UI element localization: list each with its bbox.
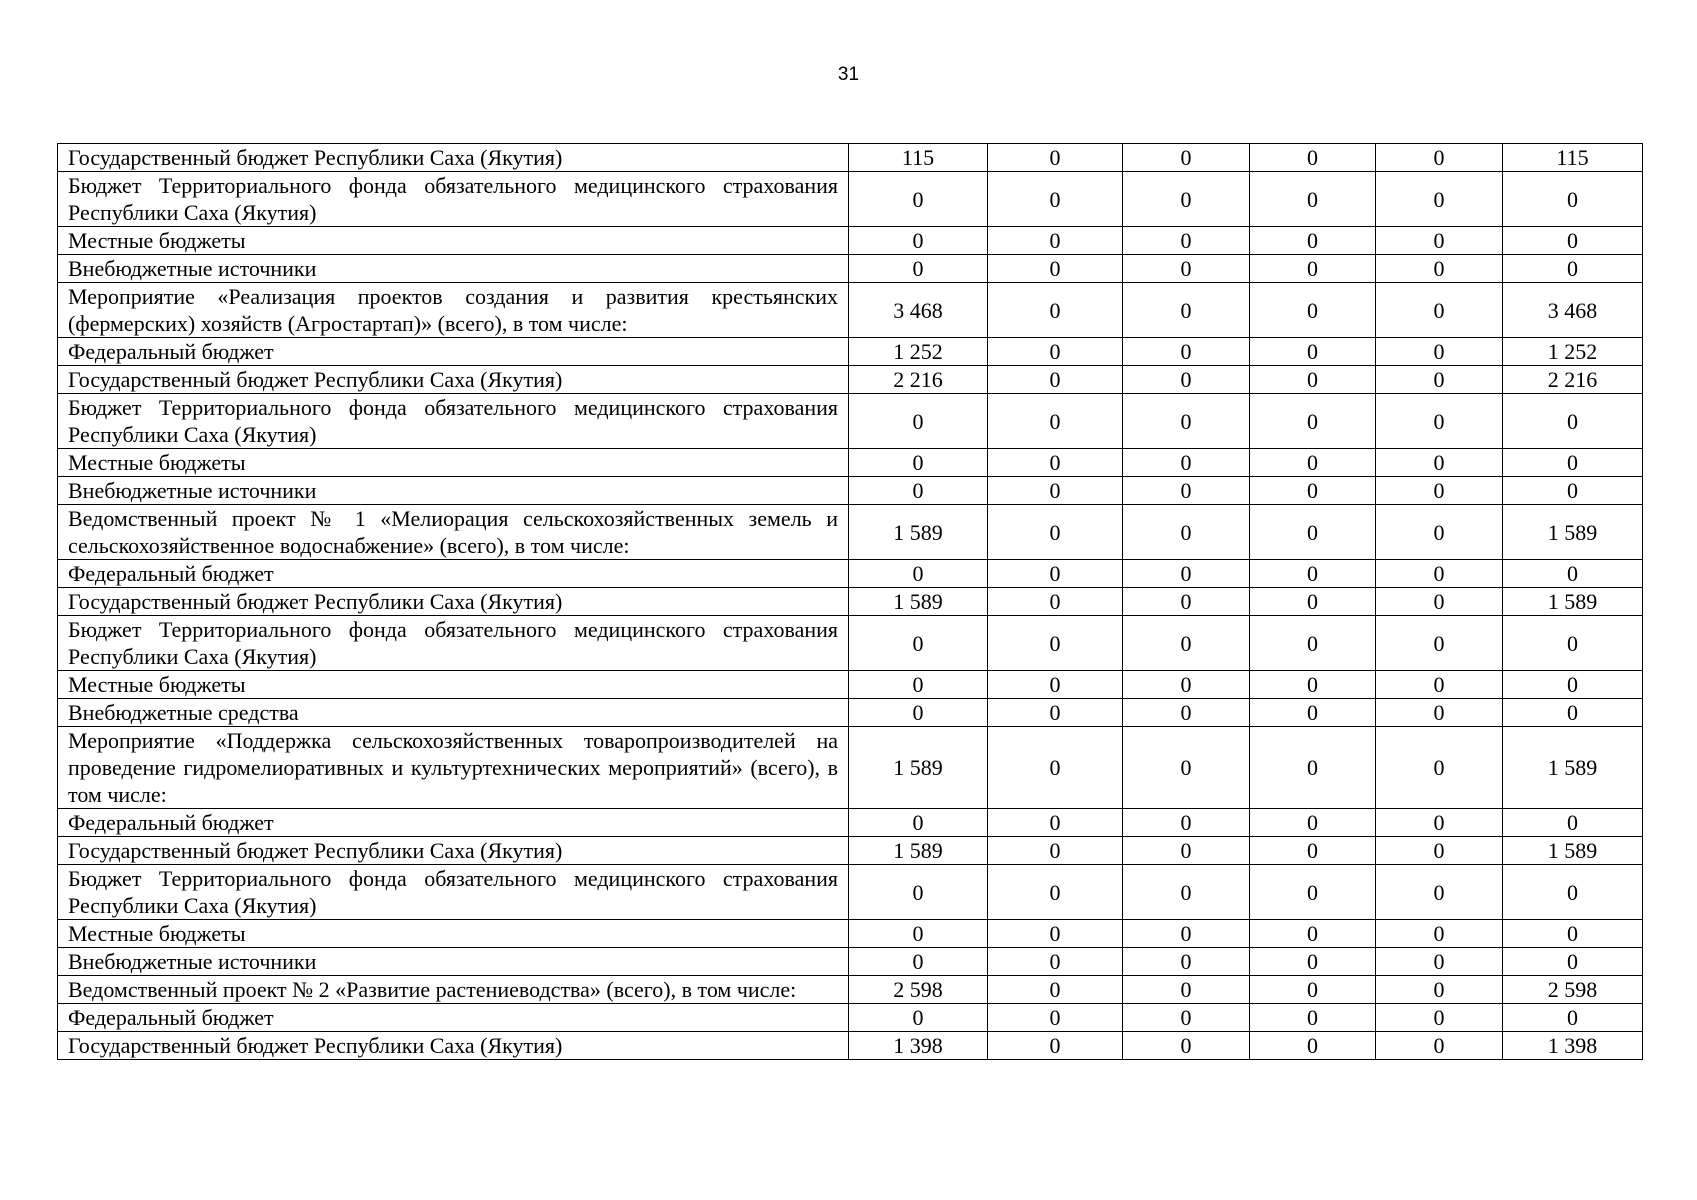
table-row [58,727,1643,809]
row-value-6: 0 [1503,255,1643,283]
row-value-6: 0 [1503,920,1643,948]
row-value-6: 1 589 [1503,588,1643,616]
row-label: Внебюджетные источники [58,948,849,976]
row-value-5: 0 [1376,283,1503,338]
table-row [58,505,1643,560]
table-row [58,366,1643,394]
row-value-4: 0 [1250,809,1376,837]
table-row [58,144,1643,172]
row-value-6: 1 589 [1503,837,1643,865]
row-value-4: 0 [1250,1032,1376,1060]
row-value-2: 0 [988,283,1123,338]
row-label: Местные бюджеты [58,227,849,255]
row-value-4: 0 [1250,255,1376,283]
row-value-5: 0 [1376,588,1503,616]
row-value-6: 0 [1503,477,1643,505]
row-label: Внебюджетные источники [58,477,849,505]
row-value-6: 115 [1503,144,1643,172]
row-value-2: 0 [988,699,1123,727]
row-value-4: 0 [1250,144,1376,172]
table-row [58,837,1643,865]
row-value-5: 0 [1376,920,1503,948]
row-value-6: 3 468 [1503,283,1643,338]
table-row [58,1004,1643,1032]
row-value-6: 1 589 [1503,727,1643,809]
row-label: Федеральный бюджет [58,560,849,588]
row-value-5: 0 [1376,505,1503,560]
row-value-3: 0 [1123,1004,1250,1032]
row-value-2: 0 [988,1032,1123,1060]
row-value-2: 0 [988,255,1123,283]
row-value-3: 0 [1123,1032,1250,1060]
row-value-1: 0 [849,865,988,920]
row-value-3: 0 [1123,449,1250,477]
row-value-2: 0 [988,727,1123,809]
table-row [58,616,1643,671]
row-value-4: 0 [1250,283,1376,338]
row-value-2: 0 [988,449,1123,477]
row-value-5: 0 [1376,727,1503,809]
row-value-2: 0 [988,920,1123,948]
row-value-3: 0 [1123,948,1250,976]
table-row [58,477,1643,505]
row-value-5: 0 [1376,449,1503,477]
row-label: Местные бюджеты [58,920,849,948]
row-value-6: 0 [1503,172,1643,227]
row-value-4: 0 [1250,948,1376,976]
row-label: Федеральный бюджет [58,338,849,366]
row-value-3: 0 [1123,837,1250,865]
table-row [58,560,1643,588]
row-value-6: 0 [1503,699,1643,727]
row-value-1: 0 [849,477,988,505]
row-value-4: 0 [1250,338,1376,366]
row-value-6: 0 [1503,394,1643,449]
table-row [58,449,1643,477]
row-value-3: 0 [1123,394,1250,449]
row-label: Местные бюджеты [58,449,849,477]
row-label: Бюджет Территориального фонда обязательного медицинского страхования Республики Саха (Якутия) [58,172,849,227]
row-value-5: 0 [1376,1004,1503,1032]
row-value-2: 0 [988,394,1123,449]
row-label: Мероприятие «Поддержка сельскохозяйственных товаропроизводителей на проведение гидромелиоративных и культуртехнических мероприятий» (всего), в том числе: [58,727,849,809]
row-value-5: 0 [1376,255,1503,283]
row-label: Государственный бюджет Республики Саха (Якутия) [58,144,849,172]
row-value-6: 1 589 [1503,505,1643,560]
table-row [58,865,1643,920]
row-value-1: 1 589 [849,837,988,865]
row-value-5: 0 [1376,227,1503,255]
row-value-4: 0 [1250,671,1376,699]
row-label: Федеральный бюджет [58,809,849,837]
table-row [58,1032,1643,1060]
row-label: Бюджет Территориального фонда обязательного медицинского страхования Республики Саха (Якутия) [58,394,849,449]
row-value-1: 0 [849,449,988,477]
row-value-2: 0 [988,809,1123,837]
row-value-3: 0 [1123,227,1250,255]
row-value-6: 2 598 [1503,976,1643,1004]
row-value-4: 0 [1250,394,1376,449]
row-label: Федеральный бюджет [58,1004,849,1032]
row-value-4: 0 [1250,366,1376,394]
row-value-2: 0 [988,560,1123,588]
row-value-2: 0 [988,338,1123,366]
row-value-3: 0 [1123,727,1250,809]
table-row [58,255,1643,283]
row-value-1: 0 [849,809,988,837]
row-value-1: 115 [849,144,988,172]
row-value-3: 0 [1123,699,1250,727]
table-row [58,920,1643,948]
table-row [58,172,1643,227]
row-value-3: 0 [1123,366,1250,394]
budget-table-body [58,144,1643,1060]
row-value-3: 0 [1123,865,1250,920]
row-value-1: 1 398 [849,1032,988,1060]
row-value-5: 0 [1376,172,1503,227]
row-value-4: 0 [1250,837,1376,865]
row-value-4: 0 [1250,865,1376,920]
table-row [58,699,1643,727]
table-row [58,283,1643,338]
row-label: Мероприятие «Реализация проектов создания и развития крестьянских (фермерских) хозяйств (Агростартап)» (всего), в том числе: [58,283,849,338]
row-value-4: 0 [1250,699,1376,727]
row-value-5: 0 [1376,366,1503,394]
row-value-1: 2 216 [849,366,988,394]
row-value-1: 0 [849,699,988,727]
row-value-1: 1 589 [849,727,988,809]
row-value-5: 0 [1376,616,1503,671]
row-value-2: 0 [988,616,1123,671]
row-value-5: 0 [1376,809,1503,837]
row-value-5: 0 [1376,948,1503,976]
row-value-5: 0 [1376,394,1503,449]
row-label: Внебюджетные источники [58,255,849,283]
row-value-5: 0 [1376,144,1503,172]
row-value-2: 0 [988,505,1123,560]
row-value-6: 0 [1503,227,1643,255]
row-value-1: 1 252 [849,338,988,366]
row-label: Внебюджетные средства [58,699,849,727]
page-number: 31 [837,64,860,85]
row-value-6: 0 [1503,809,1643,837]
row-label: Бюджет Территориального фонда обязательного медицинского страхования Республики Саха (Якутия) [58,616,849,671]
row-label: Ведомственный проект № 1 «Мелиорация сельскохозяйственных земель и сельскохозяйственное водоснабжение» (всего), в том числе: [58,505,849,560]
row-value-5: 0 [1376,477,1503,505]
row-value-5: 0 [1376,699,1503,727]
row-label: Государственный бюджет Республики Саха (Якутия) [58,588,849,616]
row-value-3: 0 [1123,671,1250,699]
row-value-2: 0 [988,172,1123,227]
row-value-1: 1 589 [849,505,988,560]
row-value-3: 0 [1123,144,1250,172]
row-value-4: 0 [1250,616,1376,671]
row-label: Государственный бюджет Республики Саха (Якутия) [58,837,849,865]
row-value-2: 0 [988,588,1123,616]
table-row [58,809,1643,837]
table-row [58,394,1643,449]
row-value-6: 1 398 [1503,1032,1643,1060]
row-value-2: 0 [988,144,1123,172]
row-label: Местные бюджеты [58,671,849,699]
row-value-2: 0 [988,227,1123,255]
row-value-4: 0 [1250,1004,1376,1032]
row-value-2: 0 [988,837,1123,865]
row-value-4: 0 [1250,505,1376,560]
row-value-3: 0 [1123,560,1250,588]
row-value-3: 0 [1123,505,1250,560]
row-value-3: 0 [1123,976,1250,1004]
budget-table [57,143,1643,1060]
row-value-2: 0 [988,976,1123,1004]
row-label: Государственный бюджет Республики Саха (Якутия) [58,366,849,394]
table-row [58,948,1643,976]
row-value-3: 0 [1123,172,1250,227]
row-value-1: 3 468 [849,283,988,338]
row-value-3: 0 [1123,283,1250,338]
row-value-4: 0 [1250,449,1376,477]
row-value-3: 0 [1123,255,1250,283]
row-value-1: 0 [849,172,988,227]
row-value-4: 0 [1250,227,1376,255]
row-value-1: 0 [849,227,988,255]
row-value-4: 0 [1250,588,1376,616]
row-value-5: 0 [1376,837,1503,865]
row-value-6: 0 [1503,560,1643,588]
row-value-6: 2 216 [1503,366,1643,394]
row-value-1: 0 [849,920,988,948]
row-value-6: 0 [1503,865,1643,920]
row-value-2: 0 [988,865,1123,920]
row-value-6: 0 [1503,449,1643,477]
row-value-1: 0 [849,394,988,449]
row-value-4: 0 [1250,560,1376,588]
row-value-6: 1 252 [1503,338,1643,366]
row-value-6: 0 [1503,1004,1643,1032]
row-value-5: 0 [1376,1032,1503,1060]
row-value-2: 0 [988,366,1123,394]
row-label: Ведомственный проект № 2 «Развитие растениеводства» (всего), в том числе: [58,976,849,1004]
table-row [58,338,1643,366]
row-value-1: 0 [849,671,988,699]
row-value-4: 0 [1250,920,1376,948]
row-value-2: 0 [988,1004,1123,1032]
row-label: Бюджет Территориального фонда обязательного медицинского страхования Республики Саха (Якутия) [58,865,849,920]
row-value-5: 0 [1376,976,1503,1004]
row-value-3: 0 [1123,338,1250,366]
row-value-1: 2 598 [849,976,988,1004]
row-value-1: 1 589 [849,588,988,616]
row-value-3: 0 [1123,616,1250,671]
table-row [58,671,1643,699]
row-value-6: 0 [1503,616,1643,671]
table-row [58,227,1643,255]
row-value-5: 0 [1376,560,1503,588]
row-value-1: 0 [849,1004,988,1032]
row-value-3: 0 [1123,809,1250,837]
row-value-3: 0 [1123,920,1250,948]
row-value-6: 0 [1503,671,1643,699]
row-value-4: 0 [1250,172,1376,227]
row-value-3: 0 [1123,588,1250,616]
row-value-4: 0 [1250,727,1376,809]
row-value-4: 0 [1250,976,1376,1004]
row-value-1: 0 [849,560,988,588]
row-value-2: 0 [988,671,1123,699]
row-value-1: 0 [849,616,988,671]
table-row [58,588,1643,616]
table-row [58,976,1643,1004]
row-value-5: 0 [1376,865,1503,920]
row-value-1: 0 [849,255,988,283]
row-value-3: 0 [1123,477,1250,505]
row-value-5: 0 [1376,338,1503,366]
row-value-5: 0 [1376,671,1503,699]
row-value-2: 0 [988,477,1123,505]
row-label: Государственный бюджет Республики Саха (Якутия) [58,1032,849,1060]
row-value-1: 0 [849,948,988,976]
row-value-6: 0 [1503,948,1643,976]
row-value-4: 0 [1250,477,1376,505]
row-value-2: 0 [988,948,1123,976]
